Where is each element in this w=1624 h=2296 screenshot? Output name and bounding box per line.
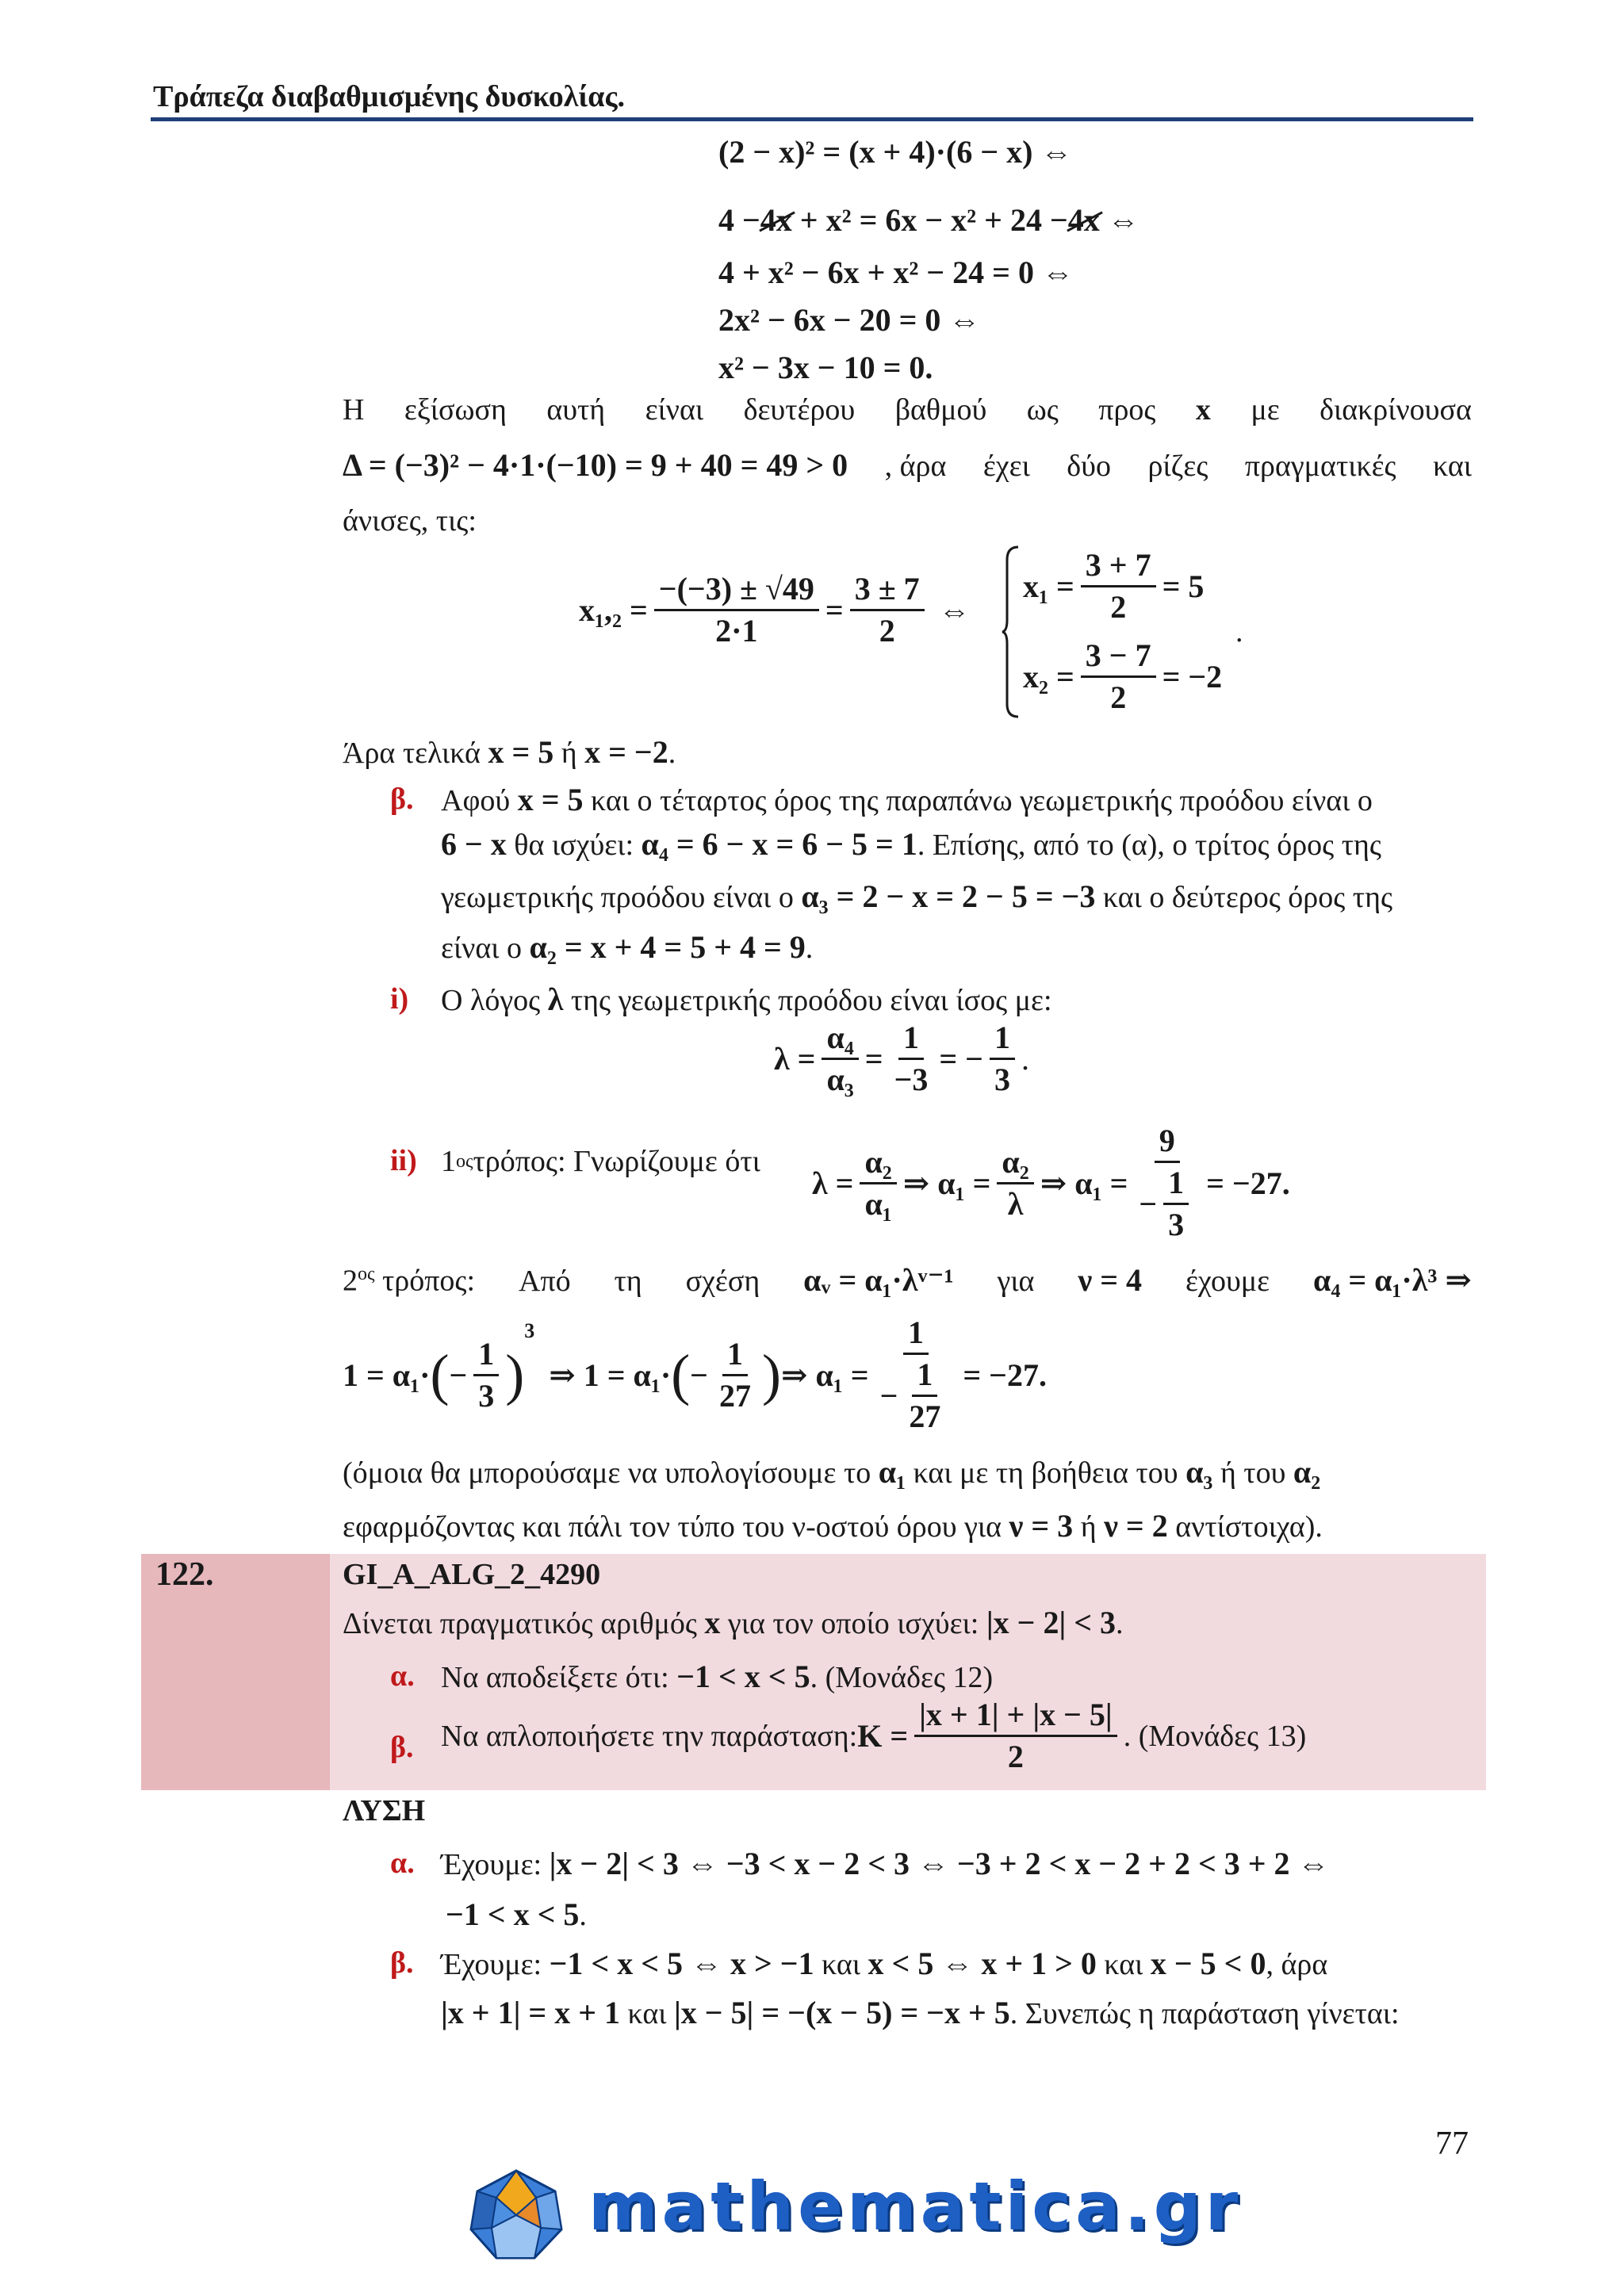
part-b-line-2	[441, 826, 1381, 863]
root-x1-lhs: x₁ =	[1023, 568, 1074, 604]
root-x2	[1023, 637, 1222, 716]
minus-sign: −	[879, 1377, 898, 1414]
problem-statement	[343, 1605, 1124, 1642]
text: της γεωμετρικής προόδου είναι ίσος με:	[563, 984, 1052, 1017]
points: . (Μονάδες 12)	[810, 1661, 994, 1694]
fraction-numerator: 1	[473, 1336, 499, 1376]
formula-part: λ =	[812, 1165, 854, 1201]
compound-fraction	[875, 1314, 957, 1435]
ratio-fraction-3	[990, 1020, 1015, 1098]
method-number: 1	[441, 1145, 456, 1178]
fraction-denominator: −3	[894, 1062, 929, 1097]
math: x < 5 ⇔ x + 1 > 0	[868, 1946, 1097, 1981]
fraction-numerator: 1	[912, 1357, 937, 1397]
page-header-title: Τράπεζα διαβαθμισμένης δυσκολίας.	[153, 80, 625, 113]
compound-fraction	[1134, 1123, 1200, 1243]
method-number	[343, 1256, 475, 1299]
left-brace-icon	[1001, 544, 1021, 720]
fraction-denominator: α₃	[826, 1062, 854, 1097]
problem-number: 122.	[155, 1556, 214, 1593]
formula-fraction	[860, 1144, 896, 1223]
fraction-denominator: 27	[718, 1377, 751, 1414]
text: αντίστοιχα).	[1167, 1510, 1323, 1544]
text: ή	[1073, 1510, 1105, 1544]
roots-fraction-2	[850, 571, 925, 649]
final-answer-period: .	[668, 737, 676, 770]
fraction-numerator: |x + 1| + |x − 5|	[914, 1697, 1117, 1737]
site-logo-text: mathematica.gr	[588, 2168, 1243, 2245]
text: Να αποδείξετε ότι:	[441, 1661, 677, 1694]
solution-a-line-1	[441, 1846, 1330, 1883]
math: |x − 2| < 3 ⇔ −3 < x − 2 < 3 ⇔ −3 + 2 < x − 2 + 2 < 3 + 2 ⇔	[549, 1846, 1330, 1881]
open-paren: (	[430, 1342, 450, 1406]
fraction-numerator: 1	[990, 1020, 1015, 1060]
math: |x − 2| < 3	[986, 1605, 1116, 1640]
final-answer-line	[343, 734, 676, 771]
ratio-fraction-2	[890, 1020, 933, 1098]
part-i-label: i)	[390, 982, 409, 1016]
formula-part: 1 = α₁·	[343, 1357, 431, 1393]
cancelled-term-1: 4x	[760, 202, 792, 238]
fraction-numerator: 3 + 7	[1081, 547, 1156, 587]
word: και	[1433, 450, 1472, 483]
math: −1 < x < 5	[446, 1896, 580, 1932]
header-rule	[151, 117, 1473, 121]
text: και ο τέταρτος όρος της παραπάνω γεωμετρικής προόδου είναι ο	[583, 784, 1373, 817]
solution-b-line-1	[441, 1946, 1327, 1983]
ratio-fraction-1	[822, 1020, 858, 1098]
derivation-line-3: 4 + x² − 6x + x² − 24 = 0 ⇔	[718, 254, 1074, 290]
problem-b-text	[441, 1697, 1306, 1775]
word: τη	[614, 1264, 642, 1298]
fraction-numerator: 3 ± 7	[850, 571, 925, 611]
iff-symbol: ⇔	[938, 592, 971, 628]
exponent: 3	[524, 1319, 535, 1342]
equals-sign: =	[864, 1041, 883, 1077]
math: 6 − x	[441, 826, 507, 862]
fraction-numerator: 1	[903, 1314, 929, 1355]
derivation-line-4: 2x² − 6x − 20 = 0 ⇔	[718, 302, 981, 338]
points: . (Μονάδες 13)	[1123, 1719, 1307, 1753]
word: διακρίνουσα	[1320, 393, 1472, 427]
variable-x: x	[1195, 393, 1211, 427]
derivation-line-2-part-e: ⇔	[1099, 202, 1139, 238]
method-2-line-1	[343, 1256, 1472, 1299]
inner-fraction	[904, 1357, 945, 1435]
fraction-numerator: 1	[722, 1336, 748, 1376]
fraction-denominator: 2·1	[715, 613, 758, 649]
period: .	[1021, 1041, 1029, 1077]
solution-b-line-2	[441, 1995, 1400, 2032]
word: αυτή	[546, 393, 606, 427]
text: και με τη βοήθεια του	[906, 1456, 1186, 1490]
problem-b-label: β.	[390, 1731, 414, 1764]
math: −1 < x < 5	[676, 1659, 810, 1694]
n-value: ν = 4	[1078, 1261, 1143, 1298]
math: x	[704, 1605, 721, 1640]
math: α₂	[1293, 1454, 1321, 1490]
math: α₂ = x + 4 = 5 + 4 = 9	[529, 929, 806, 965]
text: . Επίσης, από το (α), ο τρίτος όρος της	[917, 828, 1381, 862]
formula-fraction	[714, 1336, 756, 1414]
word: δύο	[1067, 450, 1112, 483]
word: ρίζες	[1147, 450, 1208, 483]
word: είναι	[645, 393, 704, 427]
text: Ο λόγος	[441, 984, 548, 1017]
math: α₃	[1185, 1454, 1213, 1490]
text: και	[814, 1948, 868, 1981]
math: K =	[857, 1717, 909, 1754]
paragraph-1-line-3: άνισες, τις:	[343, 504, 477, 538]
fraction-numerator: 3 − 7	[1081, 637, 1156, 678]
ordinal-suffix: ος	[358, 1264, 375, 1284]
fraction-denominator: 3	[994, 1062, 1010, 1097]
formula-part: ⇒ α₁ =	[1040, 1165, 1128, 1201]
problem-a-text	[441, 1659, 993, 1696]
derivation-line-2-part-a: 4 −	[718, 202, 760, 238]
page-number: 77	[1435, 2126, 1469, 2162]
derivation-line-2	[718, 201, 1139, 239]
root-x1	[1023, 547, 1204, 626]
polyhedron-logo-icon	[466, 2168, 566, 2263]
problem-code: GI_A_ALG_2_4290	[343, 1558, 601, 1591]
method-2-formula	[343, 1314, 1047, 1435]
general-term-formula: αᵥ = α₁·λᵛ⁻¹	[803, 1261, 954, 1298]
period: .	[579, 1899, 587, 1932]
fraction-numerator: α₄	[822, 1020, 858, 1060]
text: Να απλοποιήσετε την παράσταση:	[441, 1719, 858, 1753]
fraction-numerator: −(−3) ± √49	[654, 571, 819, 611]
math: |x + 1| = x + 1	[441, 1995, 620, 2030]
text: και	[620, 1997, 674, 2030]
final-answer-or: ή	[553, 737, 585, 770]
text: και ο δεύτερος όρος της	[1095, 881, 1392, 914]
text: .	[805, 932, 814, 965]
text: εφαρμόζοντας και πάλι τον τύπο του ν-οστού όρου για	[343, 1510, 1009, 1544]
text: Έχουμε:	[441, 1948, 550, 1981]
math: −1 < x < 5 ⇔ x > −1	[549, 1946, 814, 1981]
minus-sign: −	[690, 1357, 708, 1393]
fraction-numerator: 1	[898, 1020, 924, 1060]
math: α₁	[878, 1454, 906, 1490]
fraction-numerator: α₂	[860, 1144, 896, 1184]
solution-a-line-2	[446, 1896, 587, 1934]
text: είναι ο	[441, 932, 530, 965]
part-b-label: β.	[390, 783, 414, 816]
minus-sign: −	[449, 1357, 468, 1393]
fraction-numerator: α₂	[997, 1144, 1033, 1184]
final-answer-root-2: x = −2	[584, 734, 668, 770]
solution-title: ΛΥΣΗ	[343, 1794, 426, 1827]
word: βαθμού	[894, 393, 987, 427]
word: , άρα	[884, 450, 947, 483]
note-line-1	[343, 1454, 1320, 1491]
close-paren: )	[505, 1342, 525, 1406]
math: ν = 2	[1104, 1508, 1168, 1544]
ordinal-suffix: ος	[456, 1151, 473, 1172]
text: (όμοια θα μπορούσαμε να υπολογίσουμε το	[343, 1456, 879, 1490]
root-x1-fraction	[1081, 547, 1156, 626]
cancelled-term-2: 4x	[1067, 202, 1100, 238]
fraction-denominator: 3	[478, 1377, 495, 1414]
inner-fraction	[1163, 1165, 1189, 1243]
word: Η	[343, 393, 365, 427]
part-ii-line	[441, 1143, 760, 1180]
equals-minus: = −	[939, 1041, 983, 1077]
ratio-formula	[774, 1020, 1029, 1098]
part-b-line-4	[441, 929, 813, 966]
word: ως	[1026, 393, 1059, 427]
formula-part: = −27.	[963, 1357, 1047, 1393]
fourth-term-formula: α₄ = α₁·λ³ ⇒	[1313, 1261, 1472, 1298]
number: 2	[343, 1264, 358, 1298]
fraction-denominator: 3	[1168, 1207, 1185, 1242]
equals-sign: =	[825, 592, 844, 628]
text: τρόπος: Γνωρίζουμε ότι	[473, 1145, 760, 1178]
part-ii-formula	[812, 1123, 1290, 1243]
text: Έχουμε:	[441, 1848, 550, 1881]
formula-part: ⇒ 1 = α₁·	[549, 1357, 672, 1393]
text: και	[1096, 1948, 1151, 1981]
math: ν = 3	[1009, 1508, 1074, 1544]
math: x − 5 < 0	[1150, 1946, 1266, 1981]
word: έχουμε	[1185, 1264, 1270, 1298]
text: .	[1116, 1607, 1124, 1640]
final-answer-root-1: x = 5	[488, 734, 554, 770]
root-x2-rhs: = −2	[1162, 659, 1223, 695]
word: πραγματικές	[1244, 450, 1396, 483]
problem-a-label: α.	[390, 1659, 415, 1693]
math: |x − 5| = −(x − 5) = −x + 5	[673, 1995, 1010, 2030]
word: Από	[518, 1264, 571, 1298]
math: x = 5	[517, 782, 584, 817]
math: α₃ = 2 − x = 2 − 5 = −3	[801, 878, 1096, 914]
fraction-denominator: α₁	[864, 1185, 892, 1222]
fraction-numerator: 1	[1163, 1165, 1189, 1205]
root-x2-fraction	[1081, 637, 1156, 716]
roots-fraction-1	[654, 571, 819, 649]
text: γεωμετρικής προόδου είναι ο	[441, 881, 802, 914]
solution-a-label: α.	[390, 1846, 415, 1880]
word: δευτέρου	[743, 393, 856, 427]
fraction-denominator: 2	[879, 613, 895, 649]
text: Δίνεται πραγματικός αριθμός	[343, 1607, 705, 1640]
fraction-denominator: 2	[1110, 589, 1127, 625]
roots-period: .	[1235, 615, 1243, 649]
paragraph-1-line-2	[343, 447, 1472, 484]
k-fraction	[914, 1697, 1117, 1775]
root-x2-lhs: x₂ =	[1023, 659, 1074, 695]
open-paren: (	[671, 1342, 691, 1406]
paragraph-1-line-1	[343, 392, 1472, 428]
part-b-line-3	[441, 878, 1392, 916]
formula-part: ⇒ α₁ =	[902, 1165, 991, 1201]
derivation-line-2-part-c: + x² = 6x − x² + 24 −	[791, 202, 1068, 238]
text: ή του	[1212, 1456, 1293, 1490]
word: για	[997, 1264, 1035, 1298]
fraction-denominator	[1134, 1163, 1200, 1243]
solution-b-label: β.	[390, 1946, 414, 1980]
math: λ	[547, 982, 564, 1017]
formula-part: = −27.	[1206, 1165, 1290, 1201]
math: α₄ = 6 − x = 6 − 5 = 1	[641, 826, 917, 862]
word: με	[1251, 393, 1280, 427]
text: Αφού	[441, 784, 518, 817]
text: θα ισχύει:	[506, 828, 642, 862]
fraction-denominator: λ	[1007, 1185, 1024, 1222]
root-x1-rhs: = 5	[1162, 568, 1205, 604]
fraction-denominator: 27	[909, 1399, 941, 1434]
derivation-line-1: (2 − x)² = (x + 4)·(6 − x) ⇔	[718, 134, 1073, 170]
formula-fraction	[473, 1336, 499, 1414]
text: , άρα	[1266, 1948, 1328, 1981]
fraction-denominator: 2	[1007, 1739, 1024, 1774]
fraction-denominator	[875, 1355, 957, 1435]
final-answer-text: Άρα τελικά	[343, 737, 488, 770]
word: σχέση	[685, 1264, 760, 1298]
word: προς	[1098, 393, 1156, 427]
formula-fraction	[997, 1144, 1033, 1223]
note-line-2	[343, 1508, 1323, 1545]
word: έχει	[982, 450, 1030, 483]
derivation-line-5: x² − 3x − 10 = 0.	[718, 350, 933, 385]
minus-sign: −	[1139, 1185, 1158, 1222]
text: . Συνεπώς η παράσταση γίνεται:	[1009, 1997, 1400, 2030]
part-b-line-1	[441, 782, 1373, 819]
part-i-text	[441, 982, 1052, 1019]
roots-lhs: x₁,₂ =	[579, 592, 648, 628]
part-ii-label: ii)	[390, 1144, 417, 1177]
close-paren: )	[761, 1342, 781, 1406]
word: εξίσωση	[404, 393, 507, 427]
word: τρόπος:	[374, 1264, 476, 1298]
fraction-denominator: 2	[1110, 679, 1127, 715]
fraction-numerator: 9	[1155, 1123, 1180, 1163]
formula-part: ⇒ α₁ =	[780, 1357, 869, 1393]
ratio-lhs: λ =	[774, 1041, 816, 1077]
roots-formula	[579, 571, 971, 649]
text: για τον οποίο ισχύει:	[720, 1607, 986, 1640]
discriminant-formula: Δ = (−3)² − 4·1·(−10) = 9 + 40 = 49 > 0	[343, 447, 848, 483]
